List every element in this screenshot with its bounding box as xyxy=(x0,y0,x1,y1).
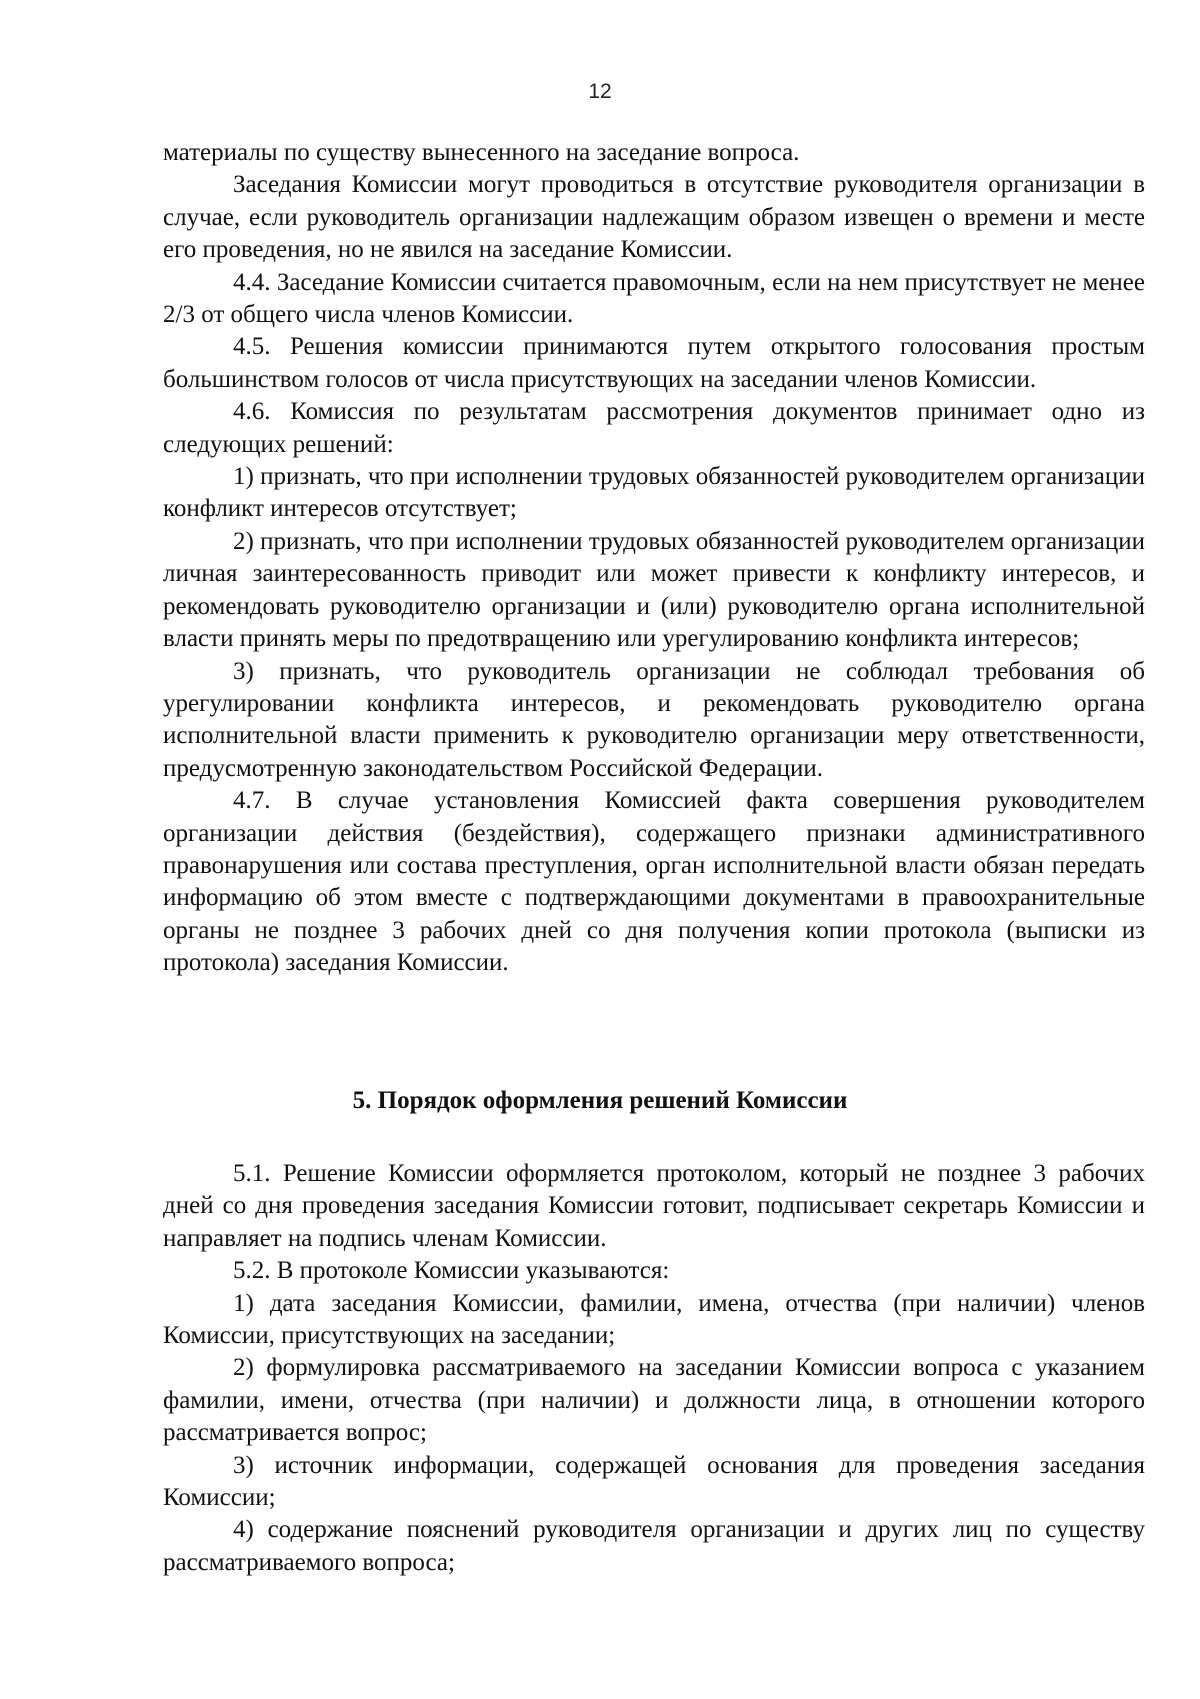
text-after-section xyxy=(163,1158,1145,1579)
paragraph-4-4: 4.4. Заседание Комиссии считается правомочным, если на нем присутствует не менее 2/3 от общего числа членов Комиссии. xyxy=(163,268,1145,329)
paragraph-5-2: 5.2. В протоколе Комиссии указываются: xyxy=(233,1257,670,1285)
paragraph-4-7: 4.7. В случае установления Комиссией факта совершения руководителем организации действия (бездействия), содержащего признаки административного правонарушения или состава преступления, орган исполнительной власти обязан передать информацию об этом вместе с подтверждающими документами в правоохранительные органы не позднее 3 рабочих дней со дня получения копии протокола (выписки из протокола) заседания Комиссии. xyxy=(163,787,1145,977)
text-before-section xyxy=(163,137,1145,980)
list-item-5-2-4: 4) содержание пояснений руководителя организации и других лиц по существу рассматриваемого вопроса; xyxy=(163,1516,1145,1576)
list-item-4-6-1: 1) признать, что при исполнении трудовых обязанностей руководителем организации конфликт интересов отсутствует; xyxy=(163,463,1145,523)
page-number: 12 xyxy=(588,80,612,103)
paragraph-meetings-absence: Заседания Комиссии могут проводиться в отсутствие руководителя организации в случае, если руководитель организации надлежащим образом извещен о времени и месте его проведения, но не явился на заседание Комиссии. xyxy=(163,171,1145,264)
list-item-5-2-1: 1) дата заседания Комиссии, фамилии, имена, отчества (при наличии) членов Комиссии, присутствующих на заседании; xyxy=(163,1289,1145,1350)
paragraph-4-6: 4.6. Комиссия по результатам рассмотрения документов принимает одно из следующих решений: xyxy=(163,398,1145,458)
section-heading: 5. Порядок оформления решений Комиссии xyxy=(352,1087,848,1114)
list-item-5-2-2: 2) формулировка рассматриваемого на заседании Комиссии вопроса с указанием фамилии, имени, отчества (при наличии) и должности лица, в отношении которого рассматривается вопрос; xyxy=(163,1354,1145,1447)
list-item-5-2-3: 3) источник информации, содержащей основания для проведения заседания Комиссии; xyxy=(163,1451,1145,1512)
paragraph-continuation: материалы по существу вынесенного на заседание вопроса. xyxy=(163,139,800,166)
paragraph-5-1: 5.1. Решение Комиссии оформляется протоколом, который не позднее 3 рабочих дней со дня проведения заседания Комиссии готовит, подписывает секретарь Комиссии и направляет на подпись членам Комиссии. xyxy=(163,1160,1145,1252)
list-item-4-6-3: 3) признать, что руководитель организации не соблюдал требования об урегулировании конфликта интересов, и рекомендовать руководителю органа исполнительной власти применить к руководителю организации меру ответственности, предусмотренную законодательством Российской Федерации. xyxy=(163,657,1145,782)
paragraph-4-5: 4.5. Решения комиссии принимаются путем открытого голосования простым большинством голосов от числа присутствующих на заседании членов Комиссии. xyxy=(163,333,1145,393)
list-item-4-6-2: 2) признать, что при исполнении трудовых обязанностей руководителем организации личная заинтересованность приводит или может привести к конфликту интересов, и рекомендовать руководителю организации и (или) руководителю органа исполнительной власти принять меры по предотвращению или урегулированию конфликта интересов; xyxy=(163,527,1145,653)
